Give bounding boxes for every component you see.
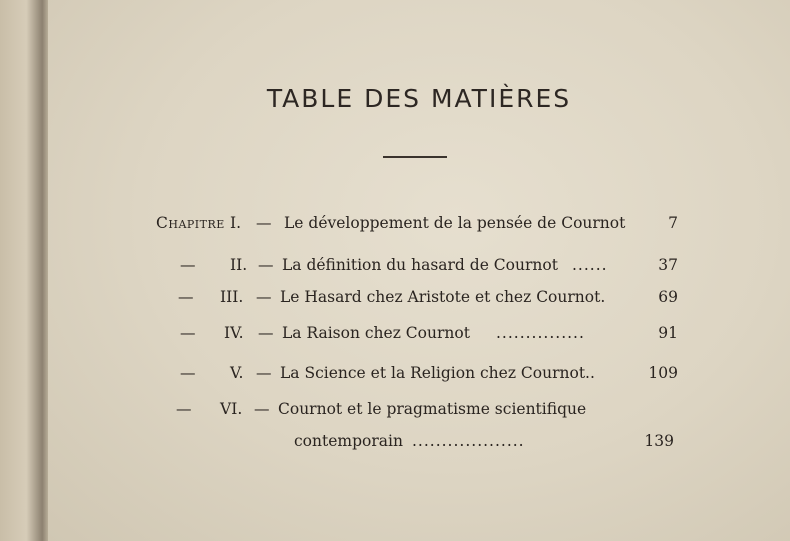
toc-entry-6 xyxy=(48,400,790,426)
entry-title: La Science et la Religion chez Cournot.. xyxy=(280,364,595,382)
entry-separator: — xyxy=(256,288,272,306)
entry-separator: — xyxy=(258,324,274,342)
toc-entry-4 xyxy=(48,324,790,350)
ditto-dash: — xyxy=(176,400,192,418)
dot-leader: ................... xyxy=(412,432,525,450)
chapter-numeral: VI. xyxy=(220,400,243,418)
chapter-numeral: I. xyxy=(230,214,242,232)
toc-entry-3 xyxy=(48,288,790,314)
entry-separator: — xyxy=(256,364,272,382)
chapter-numeral: II. xyxy=(230,256,248,274)
ditto-dash: — xyxy=(180,256,196,274)
entry-title: Cournot et le pragmatisme scientifique xyxy=(278,400,587,418)
entry-page: 139 xyxy=(644,432,674,450)
toc-entry-2 xyxy=(48,256,790,282)
chapter-numeral: IV. xyxy=(224,324,244,342)
entry-page: 69 xyxy=(658,288,678,306)
chapter-numeral: V. xyxy=(230,364,244,382)
toc-entry-1 xyxy=(48,214,790,240)
entry-title: Le développement de la pensée de Cournot xyxy=(284,214,626,232)
entry-page: 7 xyxy=(668,214,678,232)
dot-leader: ............... xyxy=(496,324,585,342)
ditto-dash: — xyxy=(178,288,194,306)
ditto-dash: — xyxy=(180,324,196,342)
chapter-label: Chapitre xyxy=(156,214,225,232)
book-page xyxy=(48,0,790,541)
entry-separator: — xyxy=(256,214,272,232)
page-title: TABLE DES MATIÈRES xyxy=(266,84,572,113)
entry-title: La définition du hasard de Cournot xyxy=(282,256,558,274)
chapter-numeral: III. xyxy=(220,288,244,306)
entry-title: Le Hasard chez Aristote et chez Cournot. xyxy=(280,288,606,306)
entry-separator: — xyxy=(258,256,274,274)
entry-title: La Raison chez Cournot xyxy=(282,324,470,342)
entry-page: 91 xyxy=(658,324,678,342)
entry-page: 37 xyxy=(658,256,678,274)
toc-entry-6-continuation xyxy=(48,432,790,458)
ditto-dash: — xyxy=(180,364,196,382)
entry-page: 109 xyxy=(648,364,678,382)
book-binding xyxy=(0,0,48,541)
entry-title-continued: contemporain xyxy=(294,432,403,450)
toc-entry-5 xyxy=(48,364,790,390)
table-of-contents xyxy=(48,0,790,541)
dot-leader: ...... xyxy=(572,256,608,274)
entry-separator: — xyxy=(254,400,270,418)
